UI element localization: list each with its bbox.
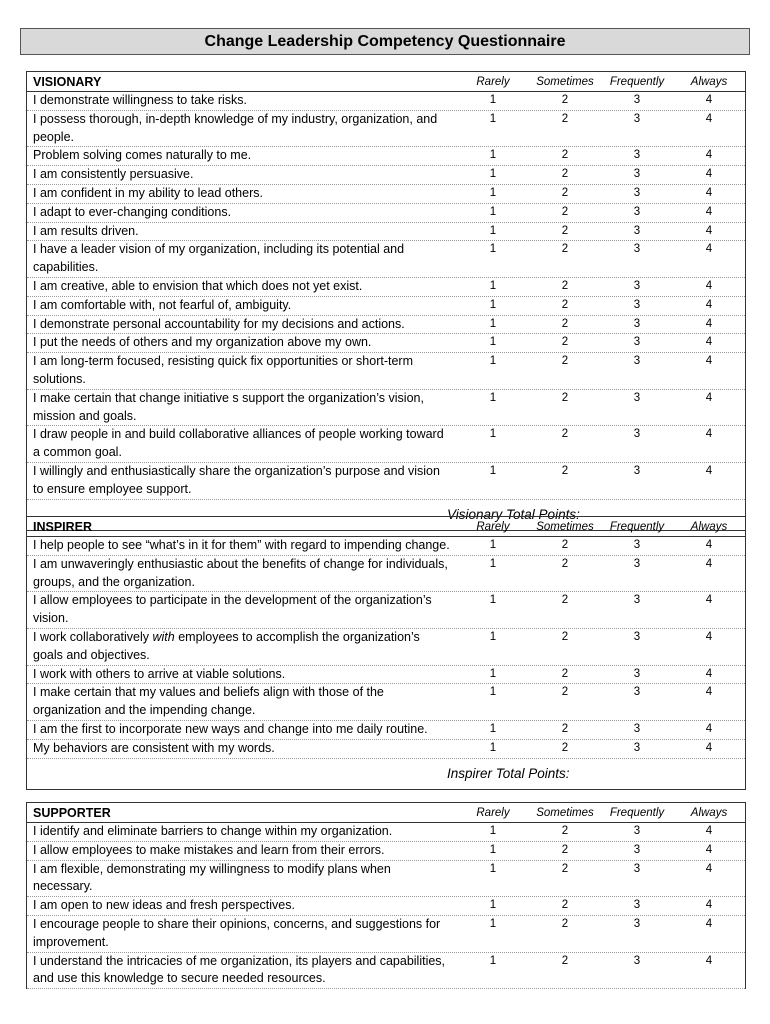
statement-text: I help people to see “what’s in it for them” with regard to impending change. — [33, 538, 450, 552]
rating-option-3[interactable]: 3 — [633, 862, 641, 875]
statement-row — [27, 916, 745, 953]
rating-option-1[interactable]: 1 — [489, 630, 497, 643]
statement-row — [27, 166, 745, 185]
rating-option-2[interactable]: 2 — [561, 205, 569, 218]
statement-text: I work with others to arrive at viable solutions. — [33, 666, 286, 681]
rating-option-3[interactable]: 3 — [633, 317, 641, 330]
statement-text: I am creative, able to envision that which does not yet exist. — [33, 278, 363, 293]
rating-option-4[interactable]: 4 — [705, 391, 713, 404]
rating-option-4[interactable]: 4 — [705, 741, 713, 754]
rating-option-4[interactable]: 4 — [705, 243, 713, 256]
rating-option-1[interactable]: 1 — [489, 557, 497, 570]
rating-option-2[interactable]: 2 — [561, 630, 569, 643]
statement-row — [27, 537, 745, 556]
rating-option-4[interactable]: 4 — [705, 464, 713, 477]
rating-option-1[interactable]: 1 — [489, 355, 497, 368]
rating-option-3[interactable]: 3 — [633, 667, 641, 680]
rating-option-3[interactable]: 3 — [633, 464, 641, 477]
rating-option-1[interactable]: 1 — [489, 741, 497, 754]
statement-text: I am long-term focused, resisting quick fix opportunities or short-term solutions. — [33, 354, 414, 386]
statement-text: I willingly and enthusiastically share the organization’s purpose and vision to ensure employee support. — [33, 463, 440, 496]
section-header — [27, 803, 745, 823]
rating-option-4[interactable]: 4 — [705, 317, 713, 330]
rating-option-1[interactable]: 1 — [489, 464, 497, 477]
statement-text: I am comfortable with, not fearful of, ambiguity. — [33, 297, 292, 312]
rating-option-1[interactable]: 1 — [489, 428, 497, 441]
rating-option-1[interactable]: 1 — [489, 917, 497, 930]
rating-option-2[interactable]: 2 — [561, 112, 569, 125]
rating-option-3[interactable]: 3 — [633, 391, 641, 404]
rating-option-1[interactable]: 1 — [489, 279, 497, 292]
statement-text: I have a leader vision of my organization, including its potential and capabilities. — [33, 242, 405, 275]
section-total-points: Inspirer Total Points: — [447, 766, 570, 782]
rating-option-4[interactable]: 4 — [705, 168, 713, 181]
rating-option-3[interactable]: 3 — [633, 168, 641, 181]
rating-option-2[interactable]: 2 — [561, 168, 569, 181]
statement-row — [27, 897, 745, 916]
section-title: INSPIRER — [33, 519, 93, 534]
rating-option-3[interactable]: 3 — [633, 149, 641, 162]
rating-option-3[interactable]: 3 — [633, 722, 641, 735]
rating-option-4[interactable]: 4 — [705, 862, 713, 875]
statement-row — [27, 390, 745, 427]
statement-text: I am the first to incorporate new ways and change into me daily routine. — [33, 721, 428, 736]
rating-option-3[interactable]: 3 — [633, 186, 641, 199]
rating-option-3[interactable]: 3 — [633, 205, 641, 218]
rating-option-2[interactable]: 2 — [561, 917, 569, 930]
rating-option-4[interactable]: 4 — [705, 224, 713, 237]
statement-row — [27, 204, 745, 223]
statement-row — [27, 185, 745, 204]
scale-header-frequently: Frequently — [609, 806, 665, 819]
rating-option-2[interactable]: 2 — [561, 667, 569, 680]
rating-option-2[interactable]: 2 — [561, 279, 569, 292]
rating-option-3[interactable]: 3 — [633, 94, 641, 106]
statement-text: I allow employees to participate in the development of the organization’s vision. — [33, 593, 432, 626]
statement-text: Problem solving comes naturally to me. — [33, 148, 252, 163]
rating-option-2[interactable]: 2 — [561, 391, 569, 404]
statement-row — [27, 463, 745, 500]
rating-option-2[interactable]: 2 — [561, 336, 569, 349]
rating-option-2[interactable]: 2 — [561, 464, 569, 477]
rating-option-3[interactable]: 3 — [633, 741, 641, 754]
rating-option-2[interactable]: 2 — [561, 862, 569, 875]
rating-option-2[interactable]: 2 — [561, 594, 569, 607]
rating-option-1[interactable]: 1 — [489, 168, 497, 181]
scale-header-sometimes: Sometimes — [536, 75, 594, 88]
statement-row — [27, 629, 745, 666]
statement-text: I draw people in and build collaborative alliances of people working toward a common goal. — [33, 427, 444, 460]
rating-option-4[interactable]: 4 — [705, 298, 713, 311]
rating-option-4[interactable]: 4 — [705, 428, 713, 441]
rating-option-1[interactable]: 1 — [489, 825, 497, 837]
statement-text: I possess thorough, in-depth knowledge of my industry, organization, and people. — [33, 111, 438, 144]
rating-option-1[interactable]: 1 — [489, 336, 497, 349]
statement-row — [27, 666, 745, 685]
section-header — [27, 72, 745, 92]
scale-header-rarely: Rarely — [476, 520, 510, 533]
rating-option-1[interactable]: 1 — [489, 94, 497, 106]
section-title: SUPPORTER — [33, 805, 111, 820]
rating-option-1[interactable]: 1 — [489, 899, 497, 912]
rating-option-2[interactable]: 2 — [561, 557, 569, 570]
statement-row — [27, 241, 745, 278]
rating-option-4[interactable]: 4 — [705, 722, 713, 735]
rating-option-4[interactable]: 4 — [705, 843, 713, 856]
rating-option-2[interactable]: 2 — [561, 149, 569, 162]
statement-row — [27, 953, 745, 990]
rating-option-3[interactable]: 3 — [633, 224, 641, 237]
rating-option-2[interactable]: 2 — [561, 317, 569, 330]
rating-option-4[interactable]: 4 — [705, 825, 713, 837]
rating-option-4[interactable]: 4 — [705, 94, 713, 106]
rating-option-4[interactable]: 4 — [705, 686, 713, 699]
statement-row — [27, 297, 745, 316]
statement-text: I am results driven. — [33, 223, 139, 238]
statement-row — [27, 861, 745, 898]
visionary-section — [26, 71, 746, 531]
rating-option-3[interactable]: 3 — [633, 298, 641, 311]
rating-option-3[interactable]: 3 — [633, 336, 641, 349]
rating-option-1[interactable]: 1 — [489, 843, 497, 856]
scale-header-frequently: Frequently — [609, 75, 665, 88]
rating-option-1[interactable]: 1 — [489, 112, 497, 125]
rating-option-4[interactable]: 4 — [705, 539, 713, 551]
rating-option-3[interactable]: 3 — [633, 843, 641, 856]
statement-row — [27, 684, 745, 721]
statement-text: I put the needs of others and my organization above my own. — [33, 335, 372, 350]
rating-option-3[interactable]: 3 — [633, 594, 641, 607]
statement-row — [27, 353, 745, 390]
statement-text: I allow employees to make mistakes and learn from their errors. — [33, 842, 385, 857]
rating-option-3[interactable]: 3 — [633, 428, 641, 441]
rating-option-4[interactable]: 4 — [705, 336, 713, 349]
scale-header-rarely: Rarely — [476, 806, 510, 819]
rating-option-2[interactable]: 2 — [561, 186, 569, 199]
rating-option-1[interactable]: 1 — [489, 539, 497, 551]
statement-row — [27, 334, 745, 353]
statement-row — [27, 426, 745, 463]
rating-option-4[interactable]: 4 — [705, 899, 713, 912]
statement-row — [27, 740, 745, 759]
rating-option-3[interactable]: 3 — [633, 557, 641, 570]
statement-row — [27, 92, 745, 111]
statement-text: I am flexible, demonstrating my willingness to modify plans when necessary. — [33, 861, 391, 894]
rating-option-1[interactable]: 1 — [489, 317, 497, 330]
statement-text: I am open to new ideas and fresh perspectives. — [33, 898, 295, 913]
rating-option-3[interactable]: 3 — [633, 954, 641, 967]
statement-text: I make certain that my values and beliefs align with those of the organization and the impending change. — [33, 685, 384, 718]
rating-option-2[interactable]: 2 — [561, 94, 569, 106]
rating-option-1[interactable]: 1 — [489, 722, 497, 735]
statement-row — [27, 278, 745, 297]
rating-option-2[interactable]: 2 — [561, 843, 569, 856]
rating-option-3[interactable]: 3 — [633, 243, 641, 256]
rating-option-4[interactable]: 4 — [705, 186, 713, 199]
rating-option-3[interactable]: 3 — [633, 899, 641, 912]
scale-header-always: Always — [690, 75, 728, 88]
rating-option-1[interactable]: 1 — [489, 243, 497, 256]
statement-row — [27, 823, 745, 842]
statement-row — [27, 592, 745, 629]
statement-row — [27, 721, 745, 740]
statement-row — [27, 556, 745, 593]
rating-option-1[interactable]: 1 — [489, 862, 497, 875]
rating-option-3[interactable]: 3 — [633, 112, 641, 125]
rating-option-4[interactable]: 4 — [705, 557, 713, 570]
rating-option-1[interactable]: 1 — [489, 954, 497, 967]
rating-option-3[interactable]: 3 — [633, 630, 641, 643]
statement-text: My behaviors are consistent with my words. — [33, 740, 275, 755]
rating-option-3[interactable]: 3 — [633, 686, 641, 699]
rating-option-2[interactable]: 2 — [561, 899, 569, 912]
rating-option-3[interactable]: 3 — [633, 825, 641, 837]
rating-option-4[interactable]: 4 — [705, 149, 713, 162]
rating-option-1[interactable]: 1 — [489, 224, 497, 237]
section-total-points: Visionary Total Points: — [447, 507, 580, 523]
rating-option-4[interactable]: 4 — [705, 279, 713, 292]
rating-option-1[interactable]: 1 — [489, 298, 497, 311]
rating-option-1[interactable]: 1 — [489, 205, 497, 218]
rating-option-2[interactable]: 2 — [561, 298, 569, 311]
rating-option-4[interactable]: 4 — [705, 594, 713, 607]
rating-option-4[interactable]: 4 — [705, 667, 713, 680]
statement-text: I work collaboratively with employees to accomplish the organization’s goals and objectives. — [33, 629, 420, 662]
rating-option-3[interactable]: 3 — [633, 279, 641, 292]
scale-header-frequently: Frequently — [609, 520, 665, 533]
statement-text: I encourage people to share their opinions, concerns, and suggestions for improvement. — [33, 916, 441, 949]
rating-option-3[interactable]: 3 — [633, 355, 641, 368]
statement-text: I make certain that change initiative s support the organization’s vision, mission and goals. — [33, 390, 424, 423]
rating-option-2[interactable]: 2 — [561, 243, 569, 256]
supporter-section — [26, 802, 746, 989]
scale-header-sometimes: Sometimes — [536, 520, 594, 533]
scale-header-always: Always — [690, 806, 728, 819]
scale-header-always: Always — [690, 520, 728, 533]
statement-row — [27, 147, 745, 166]
rating-option-2[interactable]: 2 — [561, 539, 569, 551]
statement-text: I demonstrate willingness to take risks. — [33, 93, 247, 107]
rating-option-1[interactable]: 1 — [489, 391, 497, 404]
scale-header-sometimes: Sometimes — [536, 806, 594, 819]
statement-row — [27, 316, 745, 335]
statement-text: I understand the intricacies of me organization, its players and capabilities, and use this knowledge to secure needed resources. — [33, 953, 446, 986]
statement-text: I am confident in my ability to lead others. — [33, 185, 263, 200]
rating-option-4[interactable]: 4 — [705, 954, 713, 967]
statement-text: I adapt to ever-changing conditions. — [33, 204, 232, 219]
rating-option-4[interactable]: 4 — [705, 917, 713, 930]
rating-option-2[interactable]: 2 — [561, 722, 569, 735]
statement-text: I am unwaveringly enthusiastic about the benefits of change for individuals, groups, and the organization. — [33, 556, 448, 589]
rating-option-2[interactable]: 2 — [561, 825, 569, 837]
rating-option-1[interactable]: 1 — [489, 667, 497, 680]
rating-option-4[interactable]: 4 — [705, 205, 713, 218]
rating-option-4[interactable]: 4 — [705, 112, 713, 125]
rating-option-1[interactable]: 1 — [489, 686, 497, 699]
rating-option-3[interactable]: 3 — [633, 539, 641, 551]
rating-option-3[interactable]: 3 — [633, 917, 641, 930]
section-title: VISIONARY — [33, 74, 102, 89]
statement-text: I am consistently persuasive. — [33, 167, 194, 182]
statement-text: I demonstrate personal accountability for my decisions and actions. — [33, 316, 405, 331]
statement-text: I identify and eliminate barriers to change within my organization. — [33, 824, 393, 838]
rating-option-2[interactable]: 2 — [561, 954, 569, 967]
rating-option-2[interactable]: 2 — [561, 355, 569, 368]
rating-option-4[interactable]: 4 — [705, 630, 713, 643]
inspirer-section — [26, 516, 746, 790]
statement-row — [27, 223, 745, 242]
rating-option-2[interactable]: 2 — [561, 428, 569, 441]
statement-row — [27, 842, 745, 861]
section-header — [27, 517, 745, 537]
scale-header-rarely: Rarely — [476, 75, 510, 88]
rating-option-1[interactable]: 1 — [489, 186, 497, 199]
rating-option-1[interactable]: 1 — [489, 594, 497, 607]
rating-option-2[interactable]: 2 — [561, 686, 569, 699]
rating-option-2[interactable]: 2 — [561, 741, 569, 754]
rating-option-4[interactable]: 4 — [705, 355, 713, 368]
questionnaire-title: Change Leadership Competency Questionnaire — [20, 28, 750, 55]
rating-option-1[interactable]: 1 — [489, 149, 497, 162]
statement-row — [27, 111, 745, 148]
rating-option-2[interactable]: 2 — [561, 224, 569, 237]
